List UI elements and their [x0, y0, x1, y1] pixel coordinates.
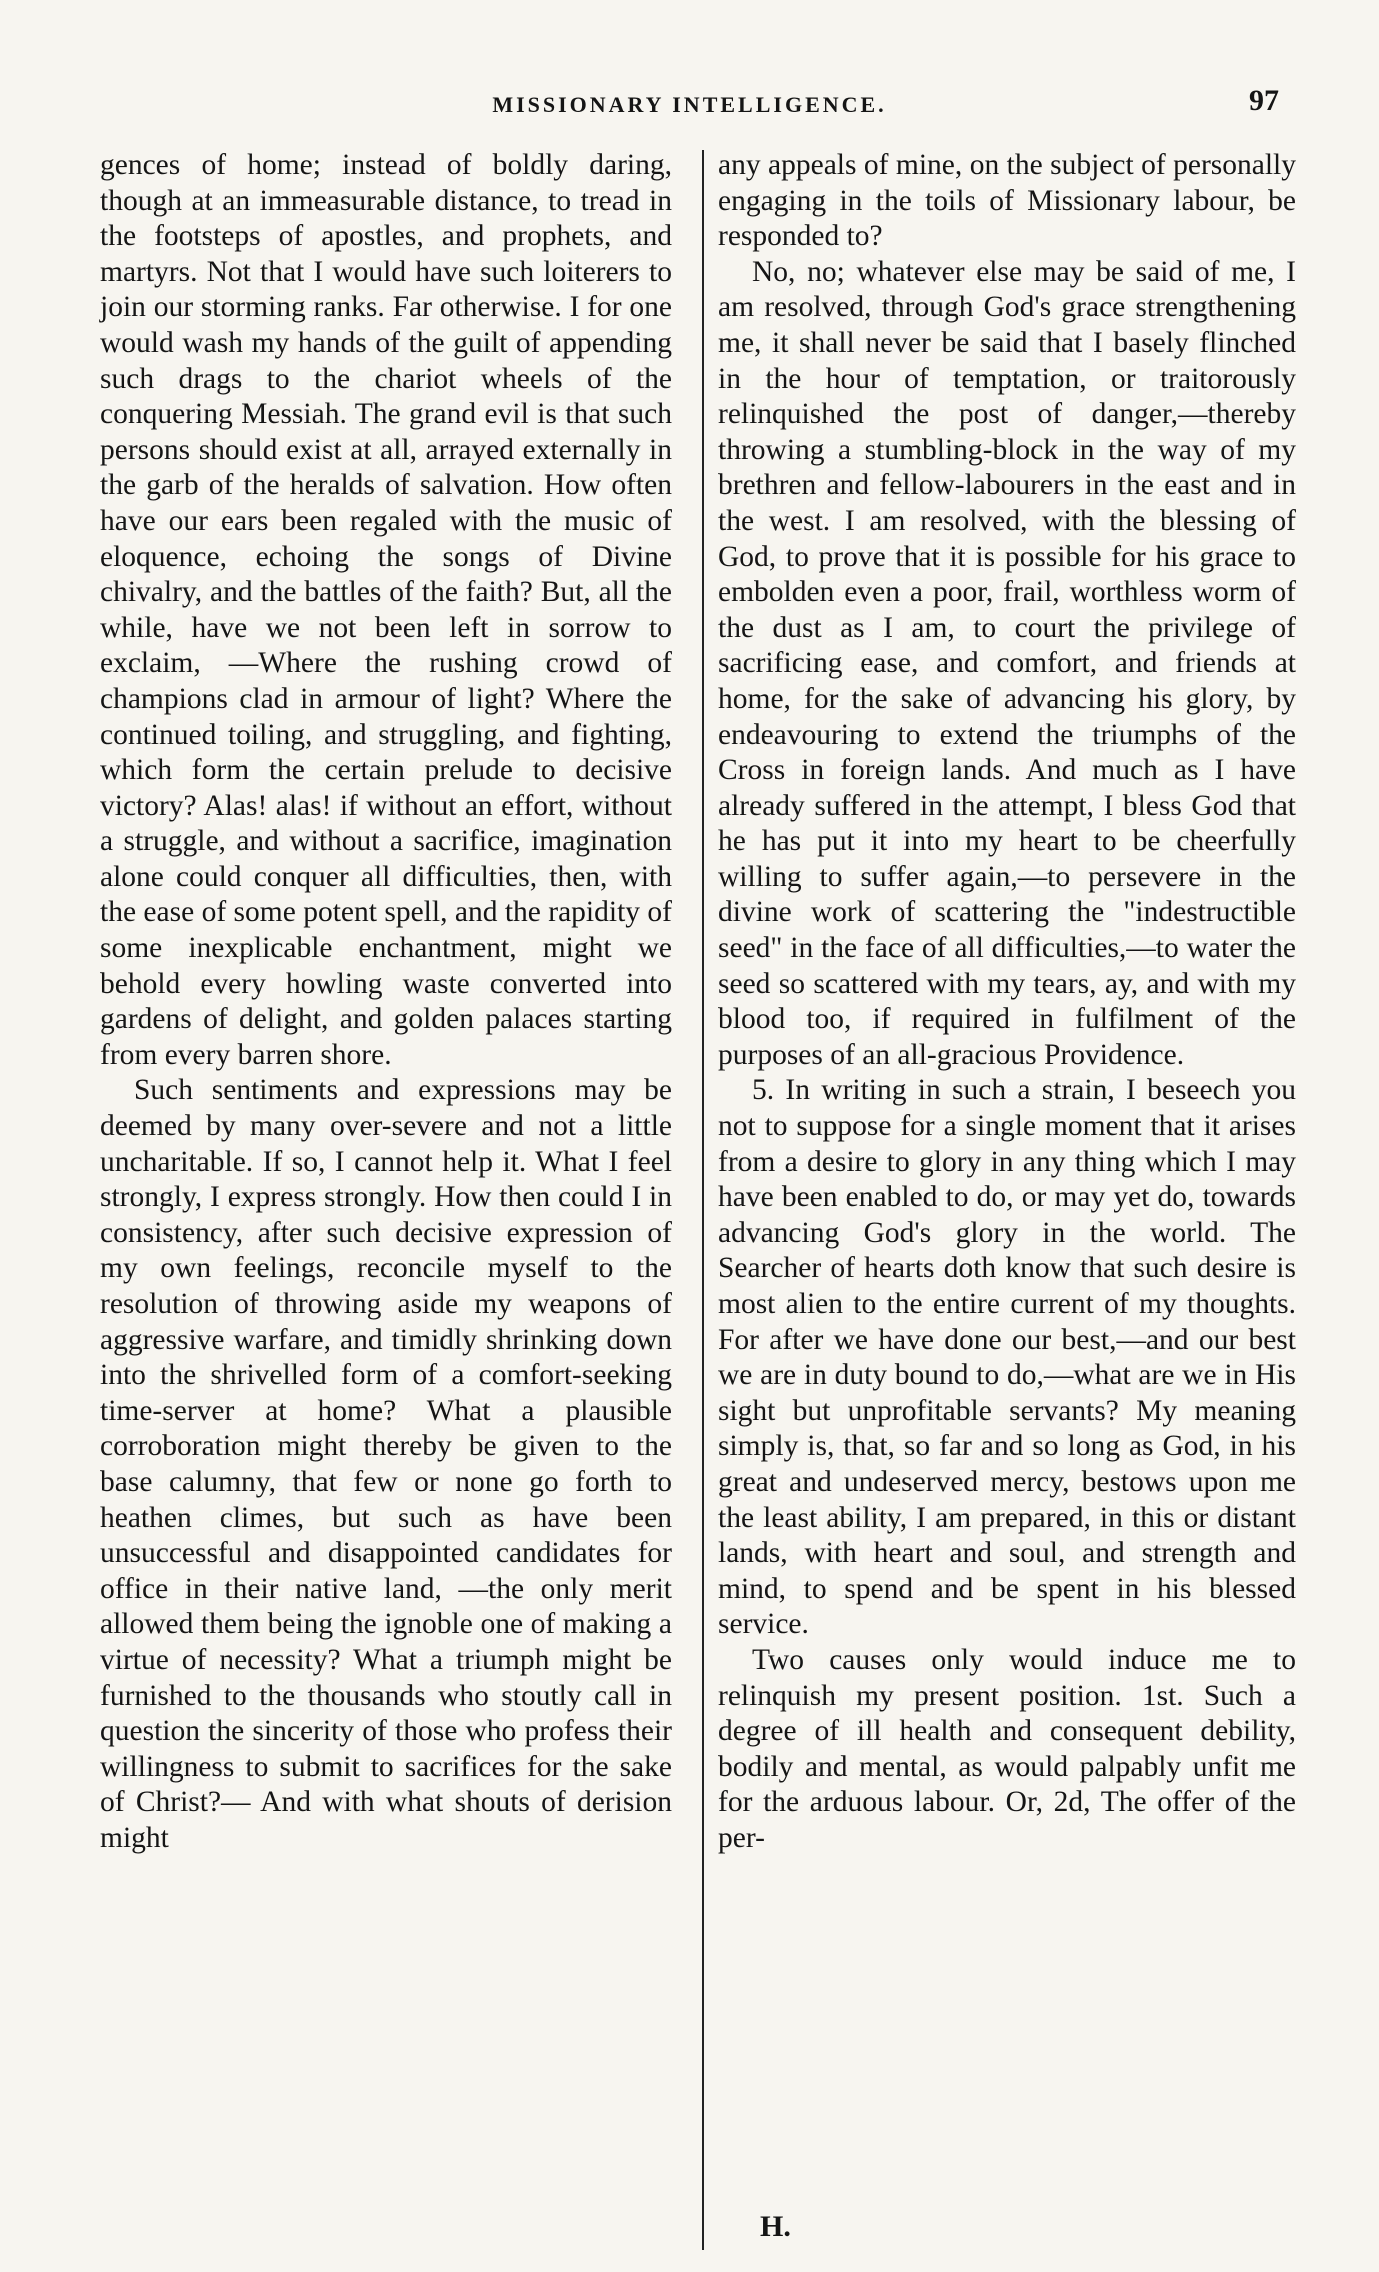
right-paragraph-3: 5. In writing in such a strain, I beseech you not to suppose for a single moment that it arises from a desire to glory in any thing which I may have been enabled to do, or may yet do, towards advancing God's glory in the world. The Searcher of hearts doth know that such desire is most alien to the entire current of my thoughts. For after we have done our best,—and our best we are in duty bound to do,—what are we in His sight but unprofitable servants? My meaning simply is, that, so far and so long as God, in his great and undeserved mercy, bestows upon me the least ability, I am prepared, in this or distant lands, with heart and soul, and strength and mind, to spend and be spent in his blessed service.: [718, 1074, 1296, 1641]
column-divider: [702, 150, 704, 2250]
right-paragraph-4: Two causes only would induce me to relinquish my present position. 1st. Such a degree of ill health and consequent debility, bodily and mental, as would palpably unfit me for the arduous labour. Or, 2d, The offer of the per-: [718, 1643, 1296, 1854]
page-number: 97: [1249, 84, 1279, 117]
right-paragraph-2: No, no; whatever else may be said of me, I am resolved, through God's grace strengthening me, it shall never be said that I basely flinched in the hour of temptation, or traitorously relinquished the post of danger,—thereby throwing a stumbling-block in the way of my brethren and fellow-labourers in the east and in the west. I am resolved, with the blessing of God, to prove that it is possible for his grace to embolden even a poor, frail, worthless worm of the dust as I am, to court the privilege of sacrificing ease, and comfort, and friends at home, for the sake of advancing his glory, by endeavouring to extend the triumphs of the Cross in foreign lands. And much as I have already suffered in the attempt, I bless God that he has put it into my heart to be cheerfully willing to suffer again,—to persevere in the divine work of scattering the "indestructible seed" in the face of all difficulties,—to water the seed so scattered with my tears, ay, and with my blood too, if required in fulfilment of the purposes of an all-gracious Providence.: [718, 255, 1296, 1071]
right-paragraph-1: any appeals of mine, on the subject of personally engaging in the toils of Missionary labour, be responded to?: [718, 149, 1296, 253]
right-column: [718, 148, 1296, 1857]
left-paragraph-1: gences of home; instead of boldly daring, though at an immeasurable distance, to tread in the footsteps of apostles, and prophets, and martyrs. Not that I would have such loiterers to join our storming ranks. Far otherwise. I for one would wash my hands of the guilt of appending such drags to the chariot wheels of the conquering Messiah. The grand evil is that such persons should exist at all, arrayed externally in the garb of the heralds of salvation. How often have our ears been regaled with the music of eloquence, echoing the songs of Divine chivalry, and the battles of the faith? But, all the while, have we not been left in sorrow to exclaim, —Where the rushing crowd of champions clad in armour of light? Where the continued toiling, and struggling, and fighting, which form the certain prelude to decisive victory? Alas! alas! if without an effort, without a struggle, and without a sacrifice, imagination alone could conquer all difficulties, then, with the ease of some potent spell, and the rapidity of some inexplicable enchantment, might we behold every howling waste converted into gardens of delight, and golden palaces starting from every barren shore.: [100, 149, 672, 1071]
signature-mark: H.: [760, 2210, 791, 2243]
running-head: MISSIONARY INTELLIGENCE.: [492, 92, 887, 117]
left-column: [100, 148, 672, 1857]
left-paragraph-2: Such sentiments and expressions may be deemed by many over-severe and not a little uncharitable. If so, I cannot help it. What I feel strongly, I express strongly. How then could I in consistency, after such decisive expression of my own feelings, reconcile myself to the resolution of throwing aside my weapons of aggressive warfare, and timidly shrinking down into the shrivelled form of a comfort-seeking time-server at home? What a plausible corroboration might thereby be given to the base calumny, that few or none go forth to heathen climes, but such as have been unsuccessful and disappointed candidates for office in their native land, —the only merit allowed them being the ignoble one of making a virtue of necessity? What a triumph might be furnished to the thousands who stoutly call in question the sincerity of those who profess their willingness to submit to sacrifices for the sake of Christ?— And with what shouts of derision might: [100, 1074, 672, 1854]
